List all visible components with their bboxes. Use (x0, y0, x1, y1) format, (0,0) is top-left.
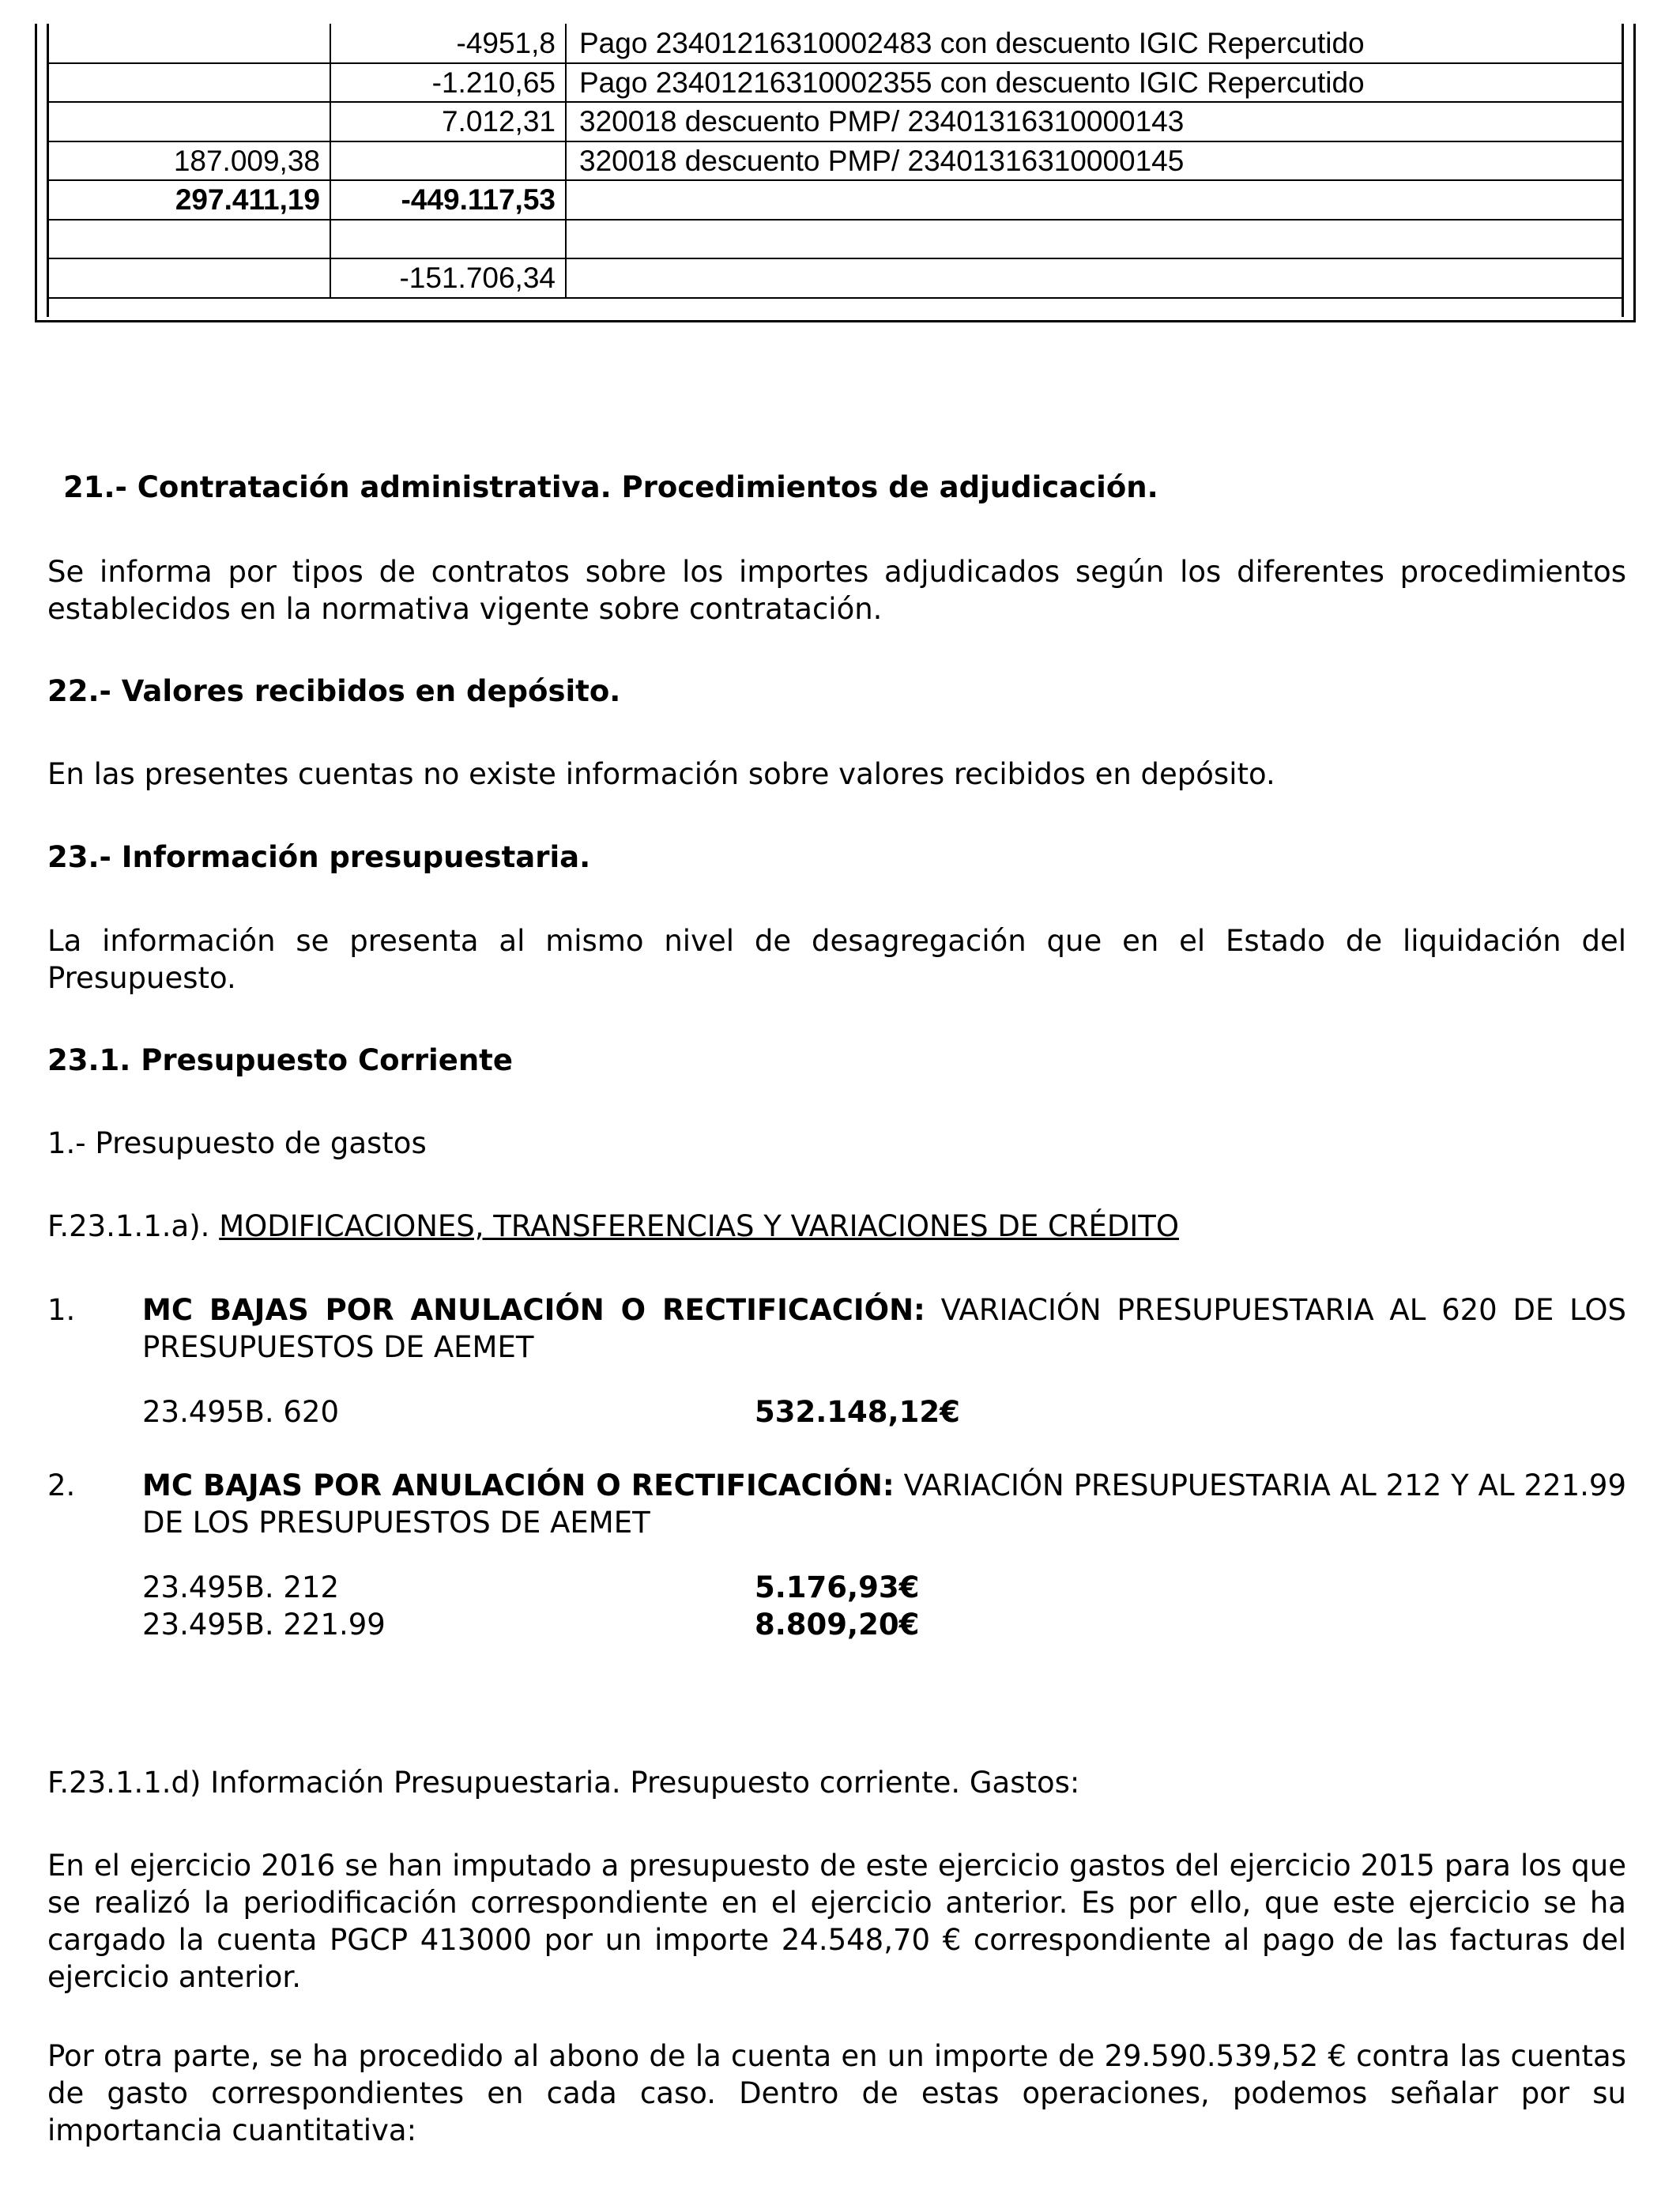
section-21-body: Se informa por tipos de contratos sobre los importes adjudicados según los diferentes procedimientos establecidos en la normativa vigente sobre contratación. (47, 555, 1626, 626)
ledger-cell-col2: -449.117,53 (330, 180, 566, 220)
ledger-row (49, 63, 1622, 103)
ledger-cell-col2: -151.706,34 (330, 258, 566, 298)
paragraph-1: En el ejercicio 2016 se han imputado a presupuesto de este ejercicio gastos del ejercicio 2015 para los que se realizó la periodificación correspondiente en el ejercicio anterior. Es por ello, que este ejercicio se ha cargado la cuenta PGCP 413000 por un importe 24.548,70 € correspondiente al pago de las facturas del ejercicio anterior. (47, 1849, 1626, 1994)
item-2-entry-1-amount: 5.176,93€ (755, 1570, 920, 1604)
ledger-cell-col3: 320018 descuento PMP/ 23401316310000145 (566, 141, 1622, 181)
ledger-cell-col3: Pago 23401216310002355 con descuento IGIC Repercutido (566, 63, 1622, 103)
f-23-1-1-a-prefix: F.23.1.1.a). (47, 1209, 220, 1243)
section-22-heading: 22.- Valores recibidos en depósito. (47, 674, 621, 708)
ledger-table (49, 24, 1622, 299)
section-23-1-heading: 23.1. Presupuesto Corriente (47, 1043, 513, 1077)
item-2-bold-label: MC BAJAS POR ANULACIÓN O RECTIFICACIÓN: (142, 1468, 895, 1502)
section-23-heading: 23.- Información presupuestaria. (47, 840, 591, 874)
f-23-1-1-a-line (47, 1208, 1626, 1245)
section-21-heading: 21.- Contratación administrativa. Procedimientos de adjudicación. (63, 470, 1158, 504)
ledger-cell-col1 (49, 24, 330, 63)
ledger-row (49, 180, 1622, 220)
ledger-cell-col1 (49, 258, 330, 298)
ledger-cell-col1: 297.411,19 (49, 180, 330, 220)
item-2-number: 2. (47, 1468, 76, 1502)
ledger-row (49, 220, 1622, 259)
ledger-cell-col1 (49, 220, 330, 259)
paragraph-2: Por otra parte, se ha procedido al abono de la cuenta en un importe de 29.590.539,52 € contra las cuentas de gasto correspondientes en cada caso. Dentro de estas operaciones, podemos señalar por su importancia cuantitativa: (47, 2039, 1626, 2147)
ledger-cell-col2: -4951,8 (330, 24, 566, 63)
section-23-body: La información se presenta al mismo nivel de desagregación que en el Estado de liquidación del Presupuesto. (47, 924, 1626, 995)
item-2-entry-2-amount: 8.809,20€ (755, 1608, 920, 1642)
f-23-1-1-a-title: MODIFICACIONES, TRANSFERENCIAS Y VARIACIONES DE CRÉDITO (219, 1209, 1180, 1243)
item-2-description: VARIACIÓN PRESUPUESTARIA AL 212 Y AL 221.99 DE LOS PRESUPUESTOS DE AEMET (142, 1468, 1626, 1540)
item-1-entry-1-amount: 532.148,12€ (755, 1395, 960, 1429)
ledger-row (49, 102, 1622, 141)
ledger-table-frame (35, 24, 1636, 322)
ledger-cell-col3 (566, 258, 1622, 298)
ledger-cell-col3 (566, 180, 1622, 220)
item-1-description: VARIACIÓN PRESUPUESTARIA AL 620 DE LOS PRESUPUESTOS DE AEMET (142, 1293, 1627, 1364)
ledger-cell-col1 (49, 63, 330, 103)
item-2-entry-1-code: 23.495B. 212 (142, 1570, 339, 1604)
ledger-cell-col3: Pago 23401216310002483 con descuento IGIC Repercutido (566, 24, 1622, 63)
item-1-text (142, 1291, 1626, 1366)
item-2-text (142, 1467, 1626, 1541)
item-1-bold-label: MC BAJAS POR ANULACIÓN O RECTIFICACIÓN: (142, 1293, 925, 1327)
ledger-cell-col2: 7.012,31 (330, 102, 566, 141)
section-22-body: En las presentes cuentas no existe información sobre valores recibidos en depósito. (47, 757, 1275, 791)
item-1-entry-1-code: 23.495B. 620 (142, 1395, 339, 1429)
ledger-cell-col3: 320018 descuento PMP/ 23401316310000143 (566, 102, 1622, 141)
ledger-cell-col1: 187.009,38 (49, 141, 330, 181)
ledger-row (49, 258, 1622, 298)
ledger-row (49, 24, 1622, 63)
ledger-cell-col3 (566, 220, 1622, 259)
item-2-entry-2-code: 23.495B. 221.99 (142, 1608, 386, 1642)
item-1-number: 1. (47, 1293, 76, 1327)
f-23-1-1-d-title: F.23.1.1.d) Información Presupuestaria. Presupuesto corriente. Gastos: (47, 1766, 1080, 1800)
ledger-table-inner-frame (47, 24, 1624, 317)
ledger-cell-col2 (330, 141, 566, 181)
ledger-cell-col1 (49, 102, 330, 141)
gastos-label: 1.- Presupuesto de gastos (47, 1126, 427, 1160)
ledger-cell-col2: -1.210,65 (330, 63, 566, 103)
ledger-cell-col2 (330, 220, 566, 259)
ledger-row (49, 141, 1622, 181)
